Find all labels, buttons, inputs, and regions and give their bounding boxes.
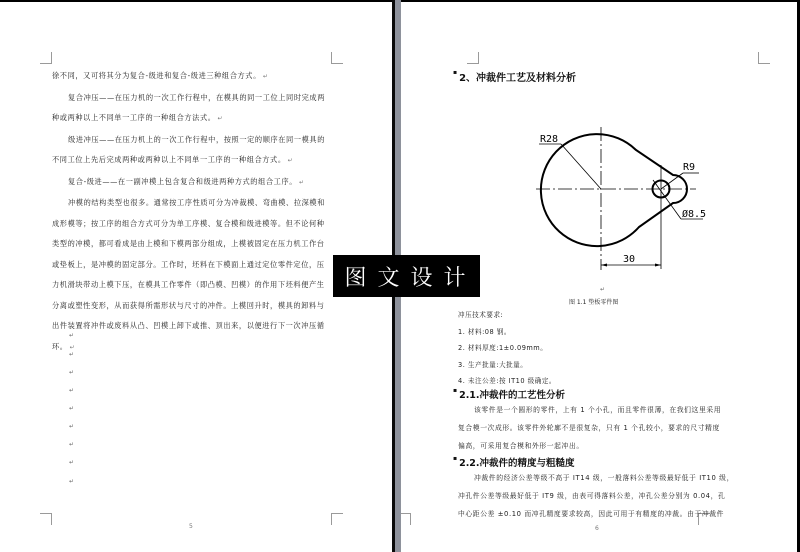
paragraph-mark: ↵ — [299, 178, 305, 186]
svg-text:R28: R28 — [540, 134, 559, 145]
margin-corner-bottom-left — [401, 513, 411, 525]
paragraph: 复合冲压——在压力机的一次工作行程中，在模具的同一工位上同时完成两 — [68, 92, 325, 102]
paragraph: 种或两种以上不同单一工序的一种组合方法式。 ↵ — [52, 113, 224, 122]
paragraph: 出件装置将冲件或废料从凸、凹模上卸下或推、顶出来，以便进行下一次冲压循 — [52, 321, 325, 330]
stamping-requirements — [458, 307, 556, 390]
paragraph-mark: ↵ — [217, 115, 224, 122]
paragraph: 环。 ↵ — [52, 341, 76, 351]
paragraph-mark: ↵ — [287, 157, 294, 164]
section-heading-2-1: ▪ 2.1.冲裁件的工艺性分析 — [453, 387, 566, 401]
empty-paragraph-mark: ↵ — [69, 405, 75, 412]
paragraph-mark: ↵ — [600, 286, 606, 293]
empty-paragraph-mark: ↵ — [69, 351, 75, 358]
requirement-item: 2. 材料厚度:1±0.09mm。 — [458, 344, 548, 352]
backing-plate-drawing — [521, 107, 731, 272]
margin-corner-top-left — [467, 52, 479, 64]
paragraph: 不同工位上先后完成两种或两种以上不同单一工序的一种组合方式。 ↵ — [52, 155, 294, 164]
svg-text:30: 30 — [623, 254, 636, 265]
margin-corner-bottom-left — [40, 513, 52, 525]
figure-caption: 图 1.1 垫板零件图 — [569, 299, 619, 306]
paragraph: 类型的冲模，都可看成是由上模和下模两部分组成，上模被固定在压力机工作台 — [52, 239, 325, 248]
requirement-item: 1. 材料:08 钢。 — [458, 327, 511, 336]
empty-paragraph-mark: ↵ — [69, 478, 75, 485]
watermark-overlay: 图文设计 — [333, 255, 480, 297]
paragraph: 成形模等；按工序的组合方式可分为单工序模、复合模和级进模等。但不论何种 — [52, 218, 325, 228]
page-number: 6 — [595, 525, 599, 532]
paragraph: 冲模的结构类型也很多。通常按工序性质可分为冲裁模、弯曲模、拉深模和 — [68, 198, 325, 207]
svg-text:R9: R9 — [683, 162, 696, 173]
section-heading-2-2: ▪ 2.2.冲裁件的精度与粗糙度 — [453, 455, 575, 469]
paragraph-mark: ↵ — [262, 73, 269, 80]
section-heading-2: ▪2、冲裁件工艺及材料分析 — [453, 69, 577, 84]
paragraph: 分离或塑性变形，从而获得所需形状与尺寸的冲件。上模回升时，模具的卸料与 — [52, 300, 325, 310]
margin-corner-top-left — [40, 52, 52, 64]
margin-corner-top-right — [758, 52, 770, 64]
left-page-body — [52, 66, 325, 358]
empty-paragraph-mark: ↵ — [69, 459, 75, 466]
part-drawing-figure — [521, 107, 731, 272]
empty-paragraph-mark: ↵ — [69, 387, 75, 394]
section-2-1-body: 该零件是一个圆形的零件，上有 1 个小孔，而且零件很薄，在我们这里采用 复合模一次成形。该零件外轮廓不是很复杂，只有 1 个孔较小，要求的尺寸精度 偏高，可采用复合模和外形一起冲出。 — [458, 406, 722, 450]
paragraph-mark: ↵ — [69, 343, 76, 351]
paragraph: 级进冲压——在压力机上的一次工作行程中，按照一定的顺序在同一模具的 — [68, 134, 325, 144]
section-2-2-body: 冲裁件的经济公差等级不高于 IT14 级，一般落料公差等级最好低于 IT10 级， 冲孔件公差等级最好低于 IT9 级，由表可得落料公差，冲孔公差分别为 0.04，孔 中心距公差 ±0.10 而冲孔精度要求较高，因此可用于有精度的冲裁。由于冲裁件 — [458, 474, 734, 518]
paragraph: 复合-级进——在一副冲模上包含复合和级进两种方式的组合工序。 ↵ — [68, 176, 305, 186]
requirement-item: 3. 生产批量:大批量。 — [458, 360, 528, 369]
requirements-title: 冲压技术要求: — [458, 311, 504, 319]
empty-paragraph-mark: ↵ — [69, 423, 75, 430]
requirement-item: 4. 未注公差:按 IT10 级确定。 — [458, 377, 557, 385]
empty-paragraph-mark: ↵ — [69, 441, 75, 448]
page-number: 5 — [189, 523, 193, 530]
empty-paragraph-mark: ↵ — [69, 369, 75, 376]
empty-paragraph-mark: ↵ — [69, 332, 75, 339]
margin-corner-bottom-right — [331, 513, 343, 525]
paragraph: 或垫板上，是冲模的固定部分。工作时，坯料在下模面上通过定位零件定位，压 — [52, 259, 325, 269]
svg-text:Ø8.5: Ø8.5 — [682, 209, 707, 220]
margin-corner-top-right — [331, 52, 343, 64]
paragraph: 徐不同，又可将其分为复合-级进和复合-级进三种组合方式。 ↵ — [52, 71, 269, 80]
paragraph: 力机滑块带动上模下压，在模具工作零件（即凸模、凹模）的作用下坯料便产生 — [52, 280, 325, 289]
